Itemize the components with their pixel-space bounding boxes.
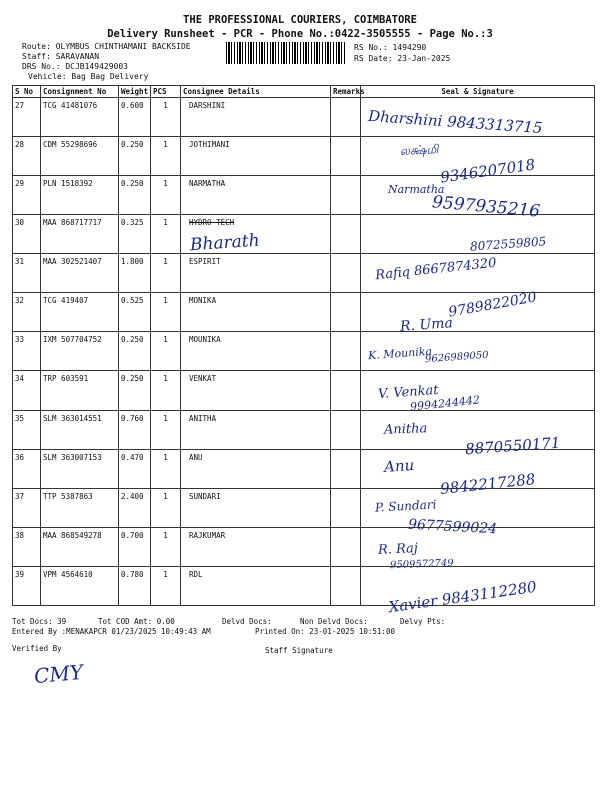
cell-consignment: MAA 302521407 — [41, 254, 119, 293]
cell-pcs: 1 — [151, 137, 181, 176]
handwritten-signature: V. Venkat — [377, 382, 439, 403]
cell-pcs: 1 — [151, 371, 181, 410]
printed-on: Printed On: 23-01-2025 10:51:00 — [255, 627, 395, 636]
cell-weight: 0.325 — [119, 215, 151, 254]
cell-consignee: ANU — [181, 449, 331, 488]
cell-consignment: TCG 419407 — [41, 293, 119, 332]
cell-pcs: 1 — [151, 527, 181, 566]
cell-sno: 30 — [13, 215, 41, 254]
cell-weight: 0.780 — [119, 566, 151, 605]
cell-weight: 0.525 — [119, 293, 151, 332]
table-row — [13, 371, 595, 410]
handwritten-phone: 9677599024 — [407, 516, 498, 538]
verifier-signature: CMY — [33, 659, 84, 689]
cell-remarks — [331, 527, 361, 566]
cell-weight: 1.800 — [119, 254, 151, 293]
cell-remarks — [331, 488, 361, 527]
handwritten-signature: Narmatha — [388, 183, 445, 196]
cell-remarks — [331, 566, 361, 605]
col-header-signature: Seal & Signature — [361, 86, 595, 98]
handwritten-phone: 9597935216 — [431, 192, 541, 222]
cell-consignment: TTP 5387863 — [41, 488, 119, 527]
total-cod: Tot COD Amt: 0.00 — [98, 617, 175, 626]
cell-consignment: IXM 507704752 — [41, 332, 119, 371]
handwritten-phone: 8870550171 — [464, 433, 561, 459]
cell-remarks — [331, 176, 361, 215]
handwritten-signature: R. Uma — [399, 315, 454, 335]
vehicle-label: Vehicle: Bag Bag Delivery — [28, 72, 149, 81]
verified-by-label: Verified By — [12, 644, 62, 653]
handwritten-signature: Xavier 9843112280 — [387, 577, 538, 617]
col-header-consignee: Consignee Details — [181, 86, 331, 98]
cell-sno: 31 — [13, 254, 41, 293]
rs-date: RS Date: 23-Jan-2025 — [354, 54, 451, 63]
handwritten-phone: 9994244442 — [409, 393, 481, 414]
cell-consignee: MOUNIKA — [181, 332, 331, 371]
cell-weight: 0.250 — [119, 137, 151, 176]
cell-consignment: PLN 1518392 — [41, 176, 119, 215]
table-row — [13, 527, 595, 566]
handwritten-phone: 9789822020 — [447, 289, 538, 321]
handwritten-signature: Anitha — [383, 421, 428, 438]
cell-consignment: TCG 41481076 — [41, 98, 119, 137]
cell-remarks — [331, 332, 361, 371]
cell-sno: 35 — [13, 410, 41, 449]
cell-sno: 34 — [13, 371, 41, 410]
cell-consignment: VPM 4564610 — [41, 566, 119, 605]
cell-remarks — [331, 215, 361, 254]
cell-consignee: MONIKA — [181, 293, 331, 332]
cell-sno: 28 — [13, 137, 41, 176]
cell-remarks — [331, 137, 361, 176]
cell-consignee: HYDRO TECH — [181, 215, 331, 254]
non-delivered-docs: Non Delvd Docs: — [300, 617, 368, 626]
cell-weight: 0.700 — [119, 527, 151, 566]
cell-consignment: CDM 55298696 — [41, 137, 119, 176]
cell-weight: 0.470 — [119, 449, 151, 488]
total-docs: Tot Docs: 39 — [12, 617, 67, 626]
cell-consignment: TRP 603591 — [41, 371, 119, 410]
handwritten-phone: 8072559805 — [469, 234, 547, 254]
cell-consignment: SLM 363007153 — [41, 449, 119, 488]
cell-consignee: ANITHA — [181, 410, 331, 449]
col-header-sno: S No — [13, 86, 41, 98]
cell-weight: 0.250 — [119, 176, 151, 215]
cell-remarks — [331, 410, 361, 449]
cell-pcs: 1 — [151, 488, 181, 527]
cell-pcs: 1 — [151, 332, 181, 371]
handwritten-phone: 9509572749 — [389, 557, 454, 572]
staff-signature-label: Staff Signature — [265, 646, 333, 655]
cell-consignment: SLM 363014551 — [41, 410, 119, 449]
cell-remarks — [331, 371, 361, 410]
col-header-remarks: Remarks — [331, 86, 361, 98]
handwritten-signature: R. Raj — [377, 540, 419, 559]
cell-pcs: 1 — [151, 566, 181, 605]
cell-consignee: RAJKUMAR — [181, 527, 331, 566]
cell-consignee: SUNDARI — [181, 488, 331, 527]
barcode-image — [226, 42, 346, 64]
document-title: THE PROFESSIONAL COURIERS, COIMBATORE — [183, 14, 417, 26]
route-label: Route: OLYMBUS CHINTHAMANI BACKSIDE — [22, 42, 191, 51]
staff-label: Staff: SARAVANAN — [22, 52, 100, 61]
cell-sno: 33 — [13, 332, 41, 371]
cell-weight: 0.760 — [119, 410, 151, 449]
cell-pcs: 1 — [151, 293, 181, 332]
cell-consignee: VENKAT — [181, 371, 331, 410]
table-row — [13, 332, 595, 371]
cell-sno: 37 — [13, 488, 41, 527]
cell-sno: 27 — [13, 98, 41, 137]
handwritten-signature: P. Sundari — [374, 497, 437, 515]
handwritten-signature: லக்ஷ்மி — [399, 142, 439, 158]
cell-consignment: MAA 868549278 — [41, 527, 119, 566]
entered-by: Entered By :MENAKAPCR 01/23/2025 10:49:43 AM — [12, 627, 211, 636]
table-header-row — [13, 86, 595, 98]
cell-pcs: 1 — [151, 215, 181, 254]
delivered-docs: Delvd Docs: — [222, 617, 272, 626]
cell-consignee: ESPIRIT — [181, 254, 331, 293]
cell-consignee: RDL — [181, 566, 331, 605]
document-subtitle: Delivery Runsheet - PCR - Phone No.:0422-3505555 - Page No.:3 — [107, 28, 493, 40]
cell-sno: 29 — [13, 176, 41, 215]
cell-pcs: 1 — [151, 410, 181, 449]
drs-number: DRS No.: DCJB149429003 — [22, 62, 128, 71]
cell-weight: 0.600 — [119, 98, 151, 137]
cell-sno: 39 — [13, 566, 41, 605]
cell-consignee: DARSHINI — [181, 98, 331, 137]
handwritten-signature: Rafiq 8667874320 — [374, 255, 498, 284]
cell-sno: 38 — [13, 527, 41, 566]
cell-pcs: 1 — [151, 449, 181, 488]
table-row — [13, 488, 595, 527]
cell-pcs: 1 — [151, 176, 181, 215]
cell-remarks — [331, 293, 361, 332]
col-header-consignment: Consignment No — [41, 86, 119, 98]
cell-weight: 2.400 — [119, 488, 151, 527]
handwritten-phone: 9842217288 — [439, 470, 537, 498]
delivery-points: Delvy Pts: — [400, 617, 446, 626]
handwritten-phone: 9626989050 — [424, 349, 489, 366]
col-header-weight: Weight — [119, 86, 151, 98]
rs-number: RS No.: 1494290 — [354, 43, 427, 52]
handwritten-signature: Bharath — [189, 230, 261, 256]
cell-remarks — [331, 98, 361, 137]
cell-weight: 0.250 — [119, 371, 151, 410]
cell-pcs: 1 — [151, 98, 181, 137]
handwritten-signature: Dharshini 9843313715 — [367, 106, 544, 138]
cell-weight: 0.250 — [119, 332, 151, 371]
cell-consignee: JOTHIMANI — [181, 137, 331, 176]
cell-remarks — [331, 254, 361, 293]
cell-sno: 32 — [13, 293, 41, 332]
cell-pcs: 1 — [151, 254, 181, 293]
cell-consignment: MAA 868717717 — [41, 215, 119, 254]
cell-consignee: NARMATHA — [181, 176, 331, 215]
handwritten-phone: 9346207018 — [439, 155, 537, 187]
handwritten-signature: K. Mounika — [367, 344, 433, 363]
cell-remarks — [331, 449, 361, 488]
cell-sno: 36 — [13, 449, 41, 488]
table-row — [13, 254, 595, 293]
handwritten-signature: Anu — [383, 455, 415, 477]
col-header-pcs: PCS — [151, 86, 181, 98]
